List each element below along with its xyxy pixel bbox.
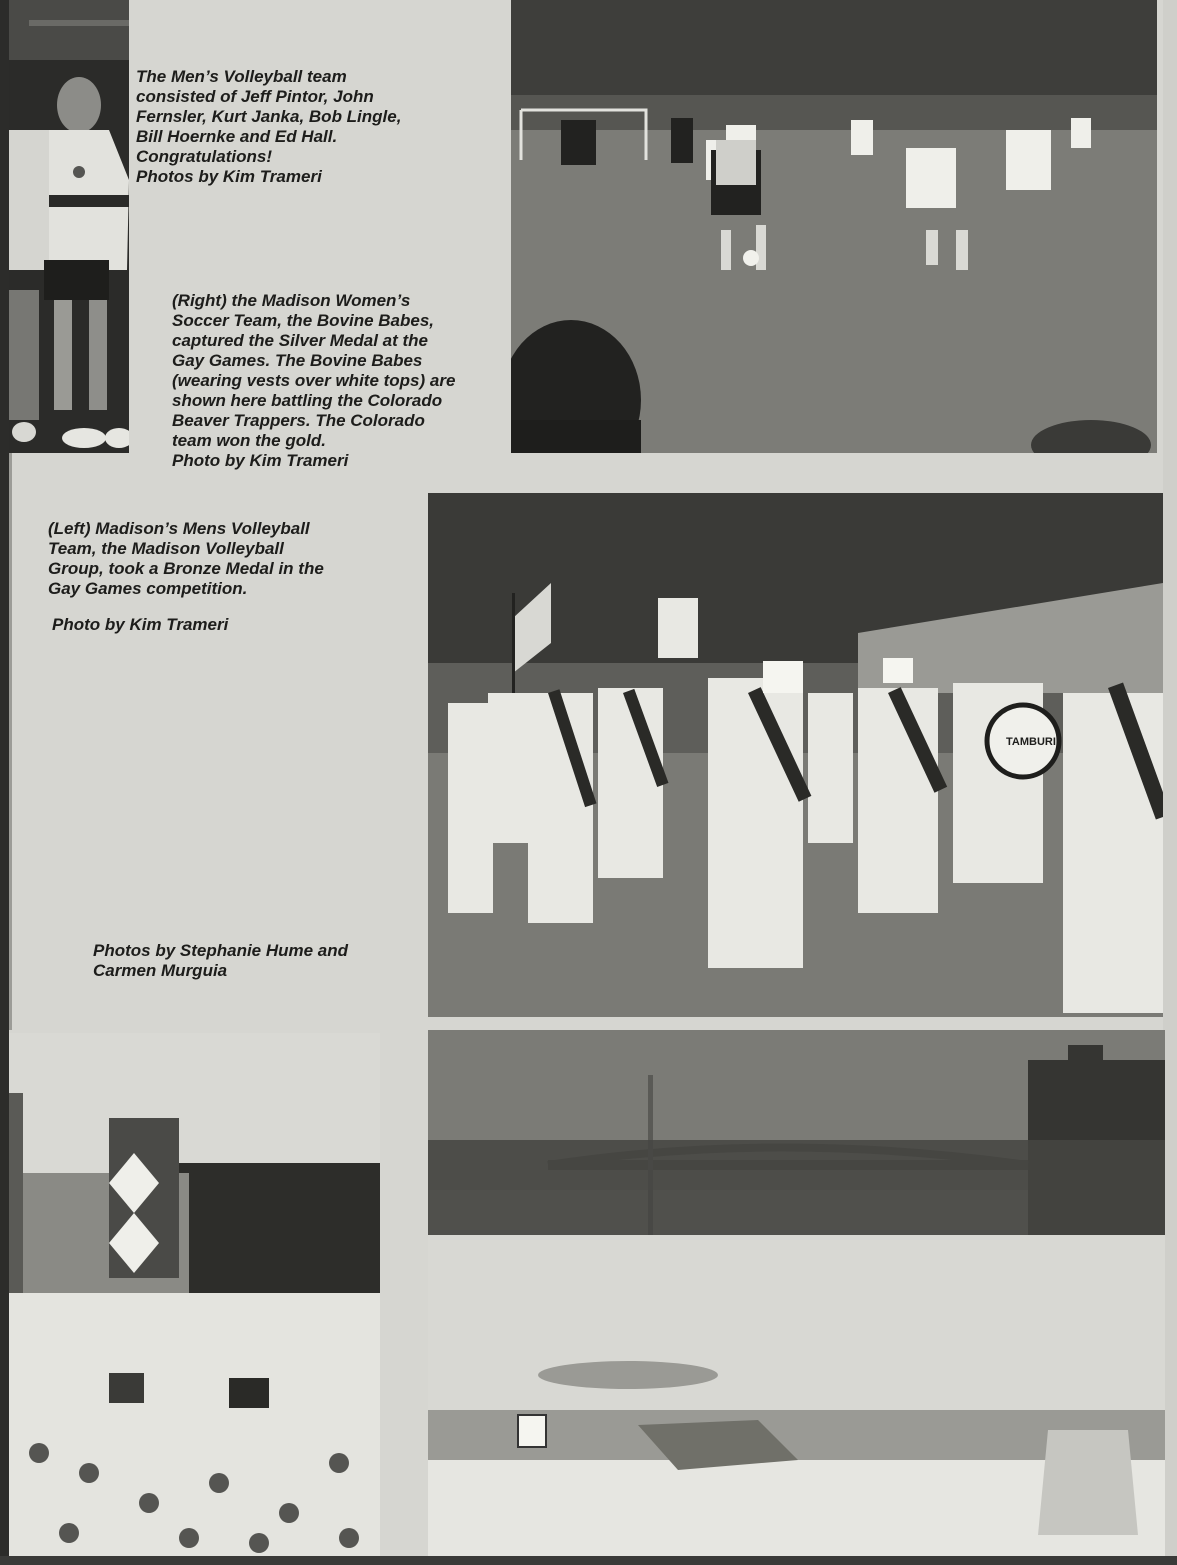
marching-band-photo <box>428 493 1163 1017</box>
photo-credit-text: Photo by Kim Trameri <box>52 615 229 634</box>
soccer-match-photo <box>511 0 1157 453</box>
caption-line: The Men’s Volleyball team <box>136 67 347 86</box>
caption-line: captured the Silver Medal at the <box>172 331 429 350</box>
caption-line: Bill Hoernke and Ed Hall. <box>136 127 338 146</box>
caption-line: Carmen Murguia <box>93 961 228 980</box>
caption-line: Team, the Madison Volleyball <box>48 539 284 558</box>
drum-label: TAMBURI <box>1006 736 1056 748</box>
caption-line: (Right) the Madison Women’s <box>172 291 411 310</box>
volleyball-bronze-caption <box>48 519 398 599</box>
caption-line: Gay Games. The Bovine Babes <box>172 351 423 370</box>
caption-line: Group, took a Bronze Medal in the <box>48 559 324 578</box>
caption-line: Beaver Trappers. The Colorado <box>172 411 425 430</box>
caption-line: Gay Games competition. <box>48 579 248 598</box>
photo-credit: Photos by Kim Trameri <box>136 167 322 186</box>
stadium-bridge-photo <box>428 1030 1165 1557</box>
caption-line: (wearing vests over white tops) are <box>172 371 456 390</box>
volleyball-team-caption <box>136 67 466 187</box>
photo-credit: Photo by Kim Trameri <box>172 451 349 470</box>
caption-line: Soccer Team, the Bovine Babes, <box>172 311 435 330</box>
photo-credit <box>52 615 352 635</box>
caption-line: Congratulations! <box>136 147 272 166</box>
caption-line: shown here battling the Colorado <box>172 391 443 410</box>
caption-line: Photos by Stephanie Hume and <box>93 941 349 960</box>
ceremony-caption <box>93 941 403 981</box>
caption-line: (Left) Madison’s Mens Volleyball <box>48 519 310 538</box>
caption-line: consisted of Jeff Pintor, John <box>136 87 374 106</box>
soccer-caption <box>172 291 507 471</box>
caption-line: Fernsler, Kurt Janka, Bob Lingle, <box>136 107 402 126</box>
page-fold-shadow <box>0 0 9 1565</box>
crowd-stage-photo <box>9 1033 380 1557</box>
volleyball-players-photo <box>9 0 129 453</box>
caption-line: team won the gold. <box>172 431 326 450</box>
page-right-margin <box>1163 0 1177 1565</box>
page-bottom-edge <box>0 1556 1177 1565</box>
